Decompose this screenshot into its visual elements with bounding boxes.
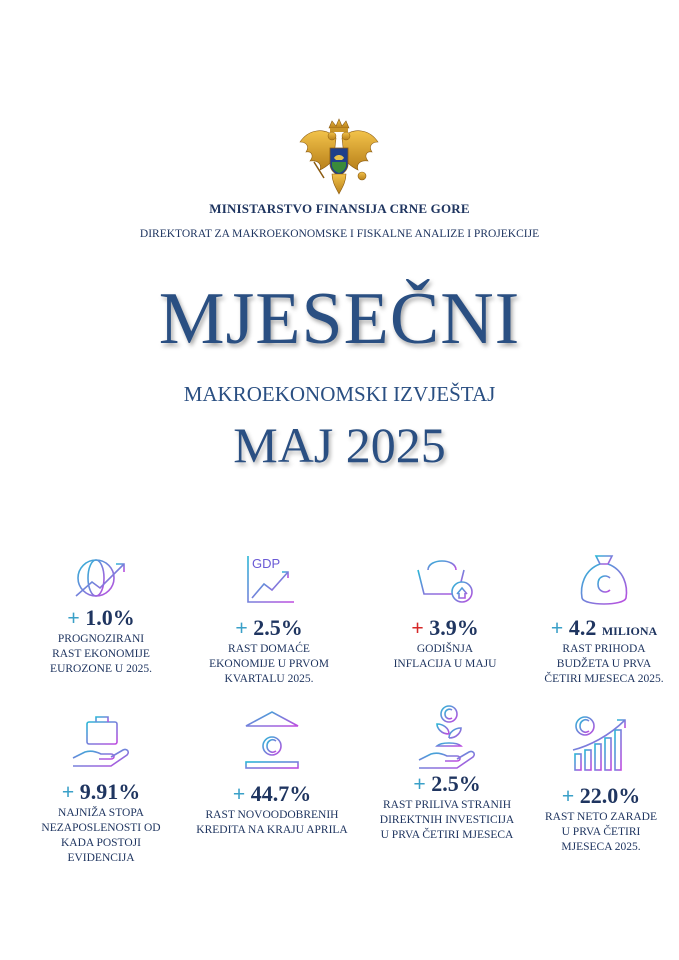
stat-desc-line: RAST NETO ZARADE xyxy=(544,811,658,824)
stat-description xyxy=(184,642,354,687)
stat-desc-line: RAST PRIHODA xyxy=(562,643,646,656)
directorate-name: DIREKTORAT ZA MAKROEKONOMSKE I FISKALNE ANALIZE I PROJEKCIJE xyxy=(139,228,540,240)
stat-number: 22.0% xyxy=(579,783,641,808)
stat-description xyxy=(362,798,532,843)
stat-card xyxy=(16,712,186,866)
plus-sign: + xyxy=(411,615,424,640)
shopping-basket-icon xyxy=(410,552,480,606)
stat-card xyxy=(362,704,532,843)
stat-description xyxy=(182,808,362,838)
stat-unit: MILIONA xyxy=(601,624,658,638)
stat-description xyxy=(524,642,679,687)
stat-desc-line: KREDITA NA KRAJU APRILA xyxy=(196,824,348,837)
stat-desc-line: KVARTALU 2025. xyxy=(224,673,314,686)
plus-sign: + xyxy=(413,771,426,796)
ministry-name: MINISTARSTVO FINANSIJA CRNE GORE xyxy=(209,201,470,216)
stat-number: 9.91% xyxy=(79,779,141,804)
bank-euro-icon xyxy=(240,708,304,772)
stat-desc-line: ČETIRI MJESECA 2025. xyxy=(544,673,664,686)
stat-card xyxy=(516,714,679,855)
plus-sign: + xyxy=(61,779,75,804)
stat-value xyxy=(524,616,679,640)
hand-plant-coin-icon xyxy=(415,704,479,772)
plus-sign: + xyxy=(67,605,80,630)
stat-description xyxy=(360,642,530,672)
report-date: MAJ 2025 xyxy=(233,417,446,473)
stat-desc-line: MJESECA 2025. xyxy=(561,841,641,854)
stat-desc-line: U PRVA ČETIRI MJESECA xyxy=(380,829,514,842)
stat-card xyxy=(182,708,362,838)
stat-card xyxy=(16,552,186,677)
plus-sign: + xyxy=(561,783,575,808)
stat-number: 4.2 xyxy=(568,615,597,640)
stat-desc-line: BUDŽETA U PRVA xyxy=(556,658,652,671)
globe-chart-icon xyxy=(70,552,132,606)
stat-number: 2.5% xyxy=(253,615,303,640)
gdp-chart-icon xyxy=(238,552,300,610)
stat-desc-line: KADA POSTOJI xyxy=(61,837,141,850)
stat-description xyxy=(16,806,186,866)
stat-desc-line: NEZAPOSLENOSTI OD xyxy=(41,822,161,835)
report-title: MJESEČNI xyxy=(158,278,521,360)
montenegro-coat-of-arms-icon xyxy=(296,118,382,198)
stat-desc-line: INFLACIJA U MAJU xyxy=(393,658,497,671)
stat-desc-line: RAST PRILIVA STRANIH xyxy=(382,799,512,812)
stat-card xyxy=(524,552,679,687)
stat-desc-line: EKONOMIJE U PRVOM xyxy=(209,658,329,671)
euro-growth-bars-icon xyxy=(569,714,633,774)
stat-desc-line: RAST NOVOODOBRENIH xyxy=(205,809,339,822)
stat-desc-line: EVIDENCIJA xyxy=(67,852,135,864)
stat-desc-line: U PRVA ČETIRI xyxy=(561,826,641,839)
stat-desc-line: EUROZONE U 2025. xyxy=(50,663,152,676)
hand-briefcase-icon xyxy=(69,712,133,772)
plus-sign: + xyxy=(550,615,564,640)
euro-money-bag-icon xyxy=(576,552,632,610)
stat-value xyxy=(16,780,186,804)
stat-description xyxy=(516,810,679,855)
stat-value xyxy=(182,782,362,806)
stat-desc-line: RAST EKONOMIJE xyxy=(52,648,150,661)
plus-sign: + xyxy=(235,615,248,640)
gdp-label: GDP xyxy=(252,556,281,571)
stat-value xyxy=(360,616,530,640)
stat-value xyxy=(16,606,186,630)
stat-desc-line: DIREKTNIH INVESTICIJA xyxy=(379,814,515,827)
report-subtitle: MAKROEKONOMSKI IZVJEŠTAJ xyxy=(183,382,496,406)
stat-number: 3.9% xyxy=(429,615,479,640)
stat-value xyxy=(362,772,532,796)
stat-card xyxy=(184,552,354,687)
stat-number: 2.5% xyxy=(431,771,481,796)
stat-value xyxy=(184,616,354,640)
stat-desc-line: NAJNIŽA STOPA xyxy=(58,807,144,820)
stat-number: 44.7% xyxy=(250,781,312,806)
stat-card xyxy=(360,552,530,672)
stat-number: 1.0% xyxy=(85,605,135,630)
stat-desc-line: PROGNOZIRANI xyxy=(57,633,145,646)
stat-description xyxy=(16,632,186,677)
stat-desc-line: RAST DOMAĆE xyxy=(228,643,310,656)
stat-desc-line: GODIŠNJA xyxy=(416,643,474,656)
stat-value xyxy=(516,784,679,808)
plus-sign: + xyxy=(232,781,246,806)
